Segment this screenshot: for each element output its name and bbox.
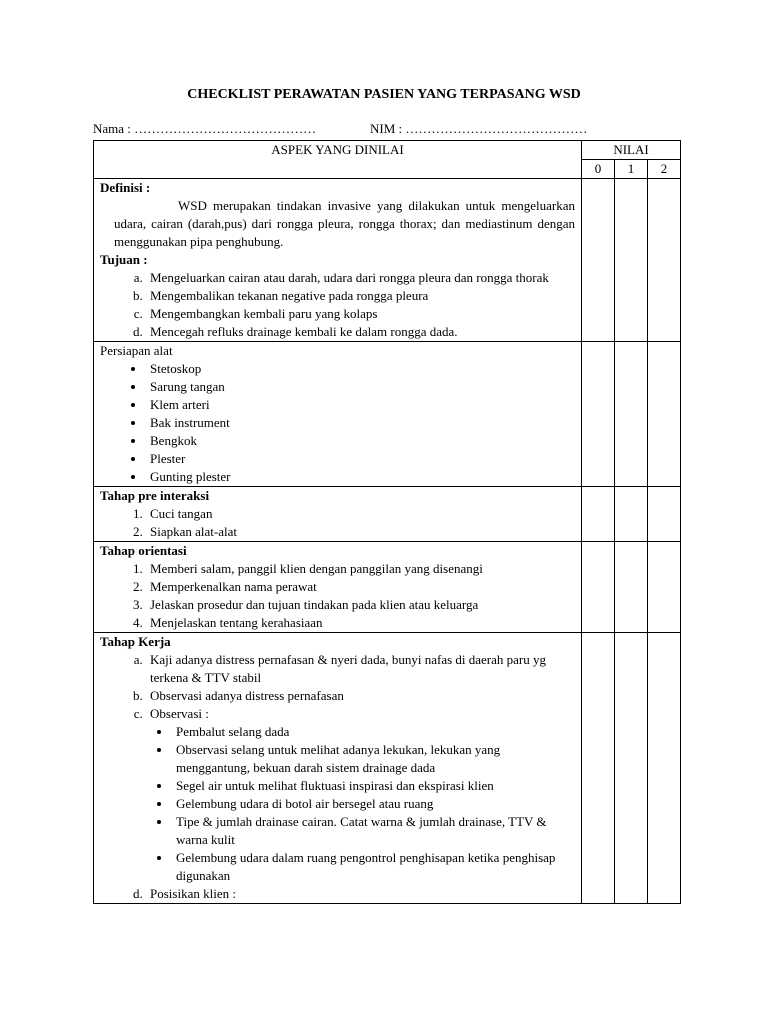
list-item <box>146 705 575 885</box>
list-item: d. Mencegah refluks drainage kembali ke dalam rongga dada. <box>146 323 575 341</box>
score-cell-1[interactable] <box>615 342 648 487</box>
header-aspek: ASPEK YANG DINILAI <box>94 141 582 179</box>
list-item: b. Observasi adanya distress pernafasan <box>146 687 575 705</box>
list-item: d. Posisikan klien : <box>146 885 575 903</box>
section-row-kerja <box>94 633 681 904</box>
header-score-0: 0 <box>582 160 615 179</box>
list-item: a. Kaji adanya distress pernafasan & nyeri dada, bunyi nafas di daerah paru yg terkena & TTV stabil <box>146 651 575 687</box>
aspek-cell-definisi <box>94 179 582 342</box>
score-cell-1[interactable] <box>615 542 648 633</box>
score-cell-2[interactable] <box>648 633 681 904</box>
score-cell-2[interactable] <box>648 179 681 342</box>
list-item: 2. Siapkan alat-alat <box>146 523 575 541</box>
header-nilai: NILAI <box>582 141 681 160</box>
list-item: 2. Memperkenalkan nama perawat <box>146 578 575 596</box>
list-item: • Bengkok <box>146 432 575 450</box>
score-cell-1[interactable] <box>615 487 648 542</box>
score-cell-2[interactable] <box>648 542 681 633</box>
list-item: • Segel air untuk melihat fluktuasi inspirasi dan ekspirasi klien <box>172 777 575 795</box>
section-title-tujuan: Tujuan : <box>100 252 148 267</box>
aspek-cell-persiapan <box>94 342 582 487</box>
identity-line <box>93 120 680 138</box>
section-row-pre-interaksi <box>94 487 681 542</box>
aspek-cell-kerja <box>94 633 582 904</box>
checklist-table <box>93 140 681 904</box>
score-cell-0[interactable] <box>582 342 615 487</box>
score-cell-0[interactable] <box>582 487 615 542</box>
list-item: • Sarung tangan <box>146 378 575 396</box>
list-item: • Observasi selang untuk melihat adanya lekukan, lekukan yang menggantung, bekuan darah sistem drainage dada <box>172 741 575 777</box>
pre-interaksi-list <box>100 505 575 541</box>
list-item: 1. Memberi salam, panggil klien dengan panggilan yang disenangi <box>146 560 575 578</box>
list-item: a. Mengeluarkan cairan atau darah, udara dari rongga pleura dan rongga thorak <box>146 269 575 287</box>
section-row-persiapan <box>94 342 681 487</box>
list-item: • Plester <box>146 450 575 468</box>
list-item: • Stetoskop <box>146 360 575 378</box>
aspek-cell-pre-interaksi <box>94 487 582 542</box>
orientasi-list <box>100 560 575 632</box>
section-title-definisi: Definisi : <box>100 180 151 195</box>
definisi-text: WSD merupakan tindakan invasive yang dilakukan untuk mengeluarkan udara, cairan (darah,pus) dari rongga pleura, rongga thorax; dan mediastinum dengan menggunakan pipa penghubung. <box>114 198 575 249</box>
section-row-orientasi <box>94 542 681 633</box>
section-title-orientasi: Tahap orientasi <box>100 543 187 558</box>
header-row <box>94 141 681 160</box>
kerja-list <box>100 651 575 903</box>
section-row-definisi <box>94 179 681 342</box>
list-item: • Gelembung udara di botol air bersegel atau ruang <box>172 795 575 813</box>
score-cell-1[interactable] <box>615 179 648 342</box>
observasi-label: Observasi : <box>150 706 209 721</box>
header-score-2: 2 <box>648 160 681 179</box>
list-item: • Pembalut selang dada <box>172 723 575 741</box>
aspek-cell-orientasi <box>94 542 582 633</box>
list-item: 3. Jelaskan prosedur dan tujuan tindakan pada klien atau keluarga <box>146 596 575 614</box>
score-cell-1[interactable] <box>615 633 648 904</box>
section-title-persiapan: Persiapan alat <box>100 343 173 358</box>
nim-field: NIM : …………………………………… <box>370 121 588 136</box>
list-item: • Gelembung udara dalam ruang pengontrol penghisapan ketika penghisap digunakan <box>172 849 575 885</box>
list-item: • Tipe & jumlah drainase cairan. Catat warna & jumlah drainase, TTV & warna kulit <box>172 813 575 849</box>
score-cell-0[interactable] <box>582 179 615 342</box>
persiapan-list <box>100 360 575 486</box>
score-cell-0[interactable] <box>582 633 615 904</box>
list-item: • Klem arteri <box>146 396 575 414</box>
observasi-list <box>150 723 575 885</box>
list-item: 1. Cuci tangan <box>146 505 575 523</box>
header-score-1: 1 <box>615 160 648 179</box>
nama-field: Nama : …………………………………… <box>93 121 317 136</box>
list-item: • Bak instrument <box>146 414 575 432</box>
list-item: c. Mengembangkan kembali paru yang kolaps <box>146 305 575 323</box>
section-title-pre-interaksi: Tahap pre interaksi <box>100 488 210 503</box>
score-cell-2[interactable] <box>648 487 681 542</box>
score-cell-0[interactable] <box>582 542 615 633</box>
tujuan-list <box>100 269 575 341</box>
page-title: CHECKLIST PERAWATAN PASIEN YANG TERPASANG WSD <box>187 87 581 102</box>
score-cell-2[interactable] <box>648 342 681 487</box>
section-title-kerja: Tahap Kerja <box>100 634 171 649</box>
list-item: b. Mengembalikan tekanan negative pada rongga pleura <box>146 287 575 305</box>
list-item: 4. Menjelaskan tentang kerahasiaan <box>146 614 575 632</box>
list-item: • Gunting plester <box>146 468 575 486</box>
